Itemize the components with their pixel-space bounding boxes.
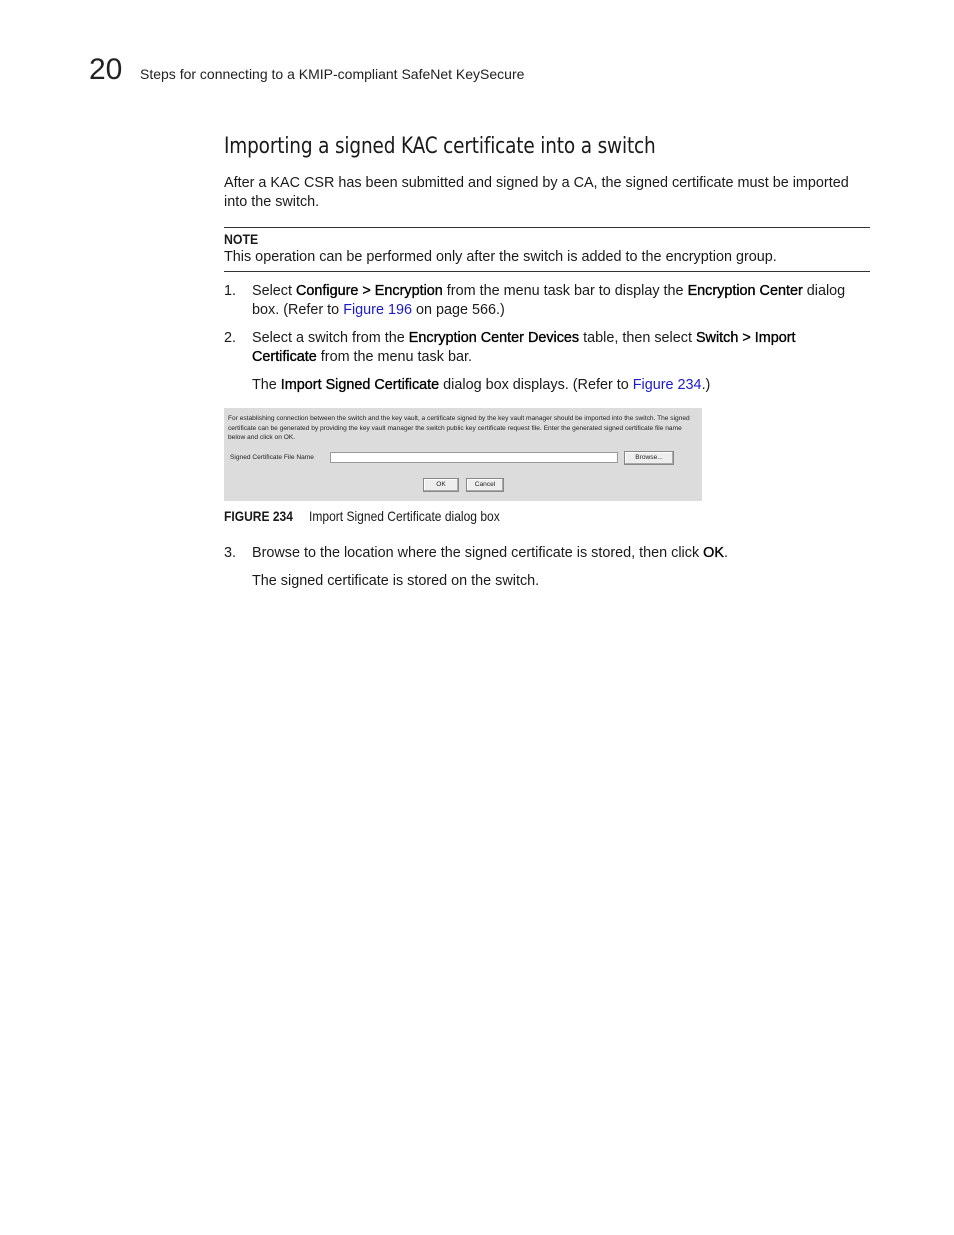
step-3-number: 3. [224,545,237,561]
figure-196-link[interactable]: Figure 196 [343,302,412,318]
step-1-text-part: Select [252,283,296,299]
signed-certificate-file-input[interactable] [330,452,618,463]
step-3-text-part: . [723,545,728,561]
intro-paragraph: After a KAC CSR has been submitted and signed by a CA, the signed certificate must be imported into the switch. [224,175,849,210]
step-3-text [252,544,852,563]
step-1-number: 1. [224,283,237,299]
step-2-number: 2. [224,330,237,346]
figure-234-link[interactable]: Figure 234 [632,377,702,393]
step-1-text [252,282,852,320]
note-bottom-rule [224,271,870,272]
step-2-followup-part: The [252,377,281,393]
figure-label: FIGURE 234 [224,508,293,524]
menu-path-configure-encryption: Configure > Encryption [296,283,443,299]
step-2-text-part: table, then select [579,330,696,346]
step-1-text-part: on page 566.) [412,302,505,318]
step-1-text-part: from the menu task bar to display the [442,283,688,299]
chapter-number: 20 [89,53,123,86]
section-title: Importing a signed KAC certificate into a switch [224,134,656,159]
ui-term-encryption-center-devices: Encryption Center Devices [408,330,580,346]
cancel-button[interactable]: Cancel [466,478,504,492]
step-2-followup-part: .) [701,377,711,393]
ok-button[interactable]: OK [423,478,459,492]
step-2-text [252,329,832,367]
ui-term-ok: OK [703,545,724,561]
note-top-rule [224,227,870,228]
step-2-text-part: from the menu task bar. [316,349,472,365]
step-3-text-part: Browse to the location where the signed certificate is stored, then click [252,545,704,561]
note-label: NOTE [224,231,259,247]
note-text: This operation can be performed only after the switch is added to the encryption group. [224,249,777,265]
step-3-followup: The signed certificate is stored on the switch. [252,573,540,589]
step-2-followup-part: dialog box displays. (Refer to [439,377,633,393]
ui-term-import-signed-certificate: Import Signed Certificate [280,377,440,393]
step-2-followup [252,376,852,395]
browse-button[interactable]: Browse... [624,451,674,465]
step-1-text-part: dialog box. (Refer to [252,283,846,318]
dialog-description: For establishing connection between the switch and the key vault, a certificate signed by the key vault manager should be imported into the switch. The signed certificate can be generated by providing the key vault manager the switch public key certificate request file. Enter the generated signed certificate file name below and click on OK. [228,415,690,441]
running-header: Steps for connecting to a KMIP-compliant SafeNet KeySecure [140,66,525,82]
figure-caption: Import Signed Certificate dialog box [309,508,500,524]
ui-term-encryption-center: Encryption Center [687,283,803,299]
import-certificate-dialog [224,408,702,501]
menu-path-switch-import-certificate: Switch > Import Certificate [252,330,796,365]
signed-certificate-file-label: Signed Certificate File Name [230,454,314,461]
step-2-text-part: Select a switch from the [252,330,409,346]
